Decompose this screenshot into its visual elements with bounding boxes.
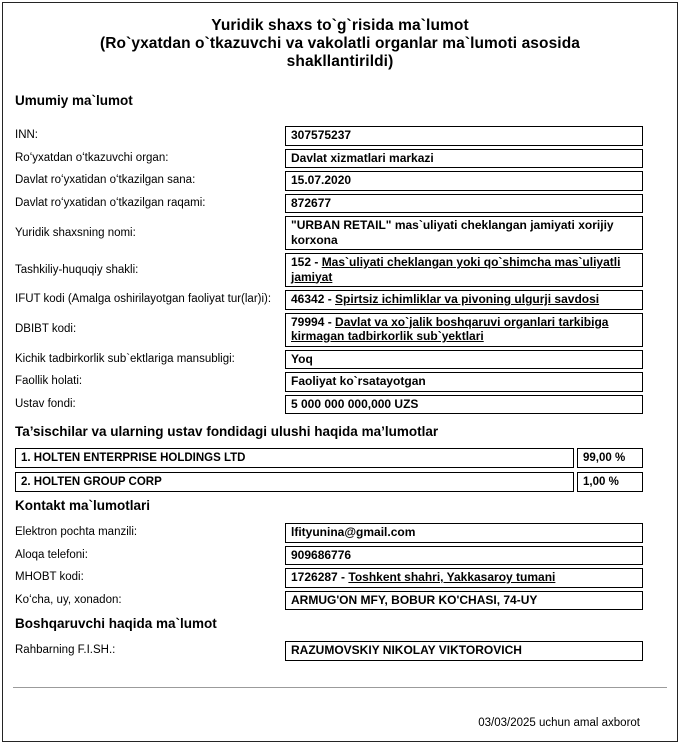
field-row-activity-status: [15, 372, 643, 392]
field-row-address: [15, 591, 643, 611]
head-name-value: RAZUMOVSKIY NIKOLAY VIKTOROVICH: [291, 643, 522, 657]
field-row-phone: [15, 546, 643, 566]
page-title-line1: Yuridik shaxs to`g`risida ma`lumot: [211, 17, 469, 34]
reg-organ-value-box: [285, 149, 643, 169]
email-value-box: [285, 523, 643, 543]
field-row-head-name: [15, 641, 643, 661]
reg-number-label: Davlat roʻyxatidan oʻtkazilgan raqami:: [15, 196, 206, 209]
mhobt-label: MHOBT kodi:: [15, 571, 84, 584]
activity-status-label: Faollik holati:: [15, 375, 83, 388]
contact-fields: [15, 523, 643, 610]
activity-status-value: Faoliyat ko`rsatayotgan: [291, 374, 426, 388]
section-heading-general: Umumiy ma`lumot: [15, 93, 133, 108]
address-value-box: [285, 591, 643, 611]
field-row-dbibt: [15, 313, 643, 347]
entity-name-value: "URBAN RETAIL" mas`uliyati cheklangan jamiyati xorijiy korxona: [291, 218, 614, 247]
address-value: ARMUG'ON MFY, BOBUR KO'CHASI, 74-UY: [291, 592, 538, 607]
founders-table: [15, 448, 643, 492]
head-name-value-box: [285, 641, 643, 661]
inn-label: INN:: [15, 129, 38, 142]
dbibt-value-box: [285, 313, 643, 347]
small-business-label: Kichik tadbirkorlik sub`ektlariga mansubligi:: [15, 352, 235, 365]
page-title-line3: shakllantirildi): [286, 53, 394, 70]
ifut-code: 46342 -: [291, 292, 336, 306]
dbibt-link[interactable]: Davlat va xo`jalik boshqaruvi organlari tarkibiga kirmagan tadbirkorlik sub`yektlari: [291, 314, 609, 343]
field-row-reg-date: [15, 171, 643, 191]
ifut-label: IFUT kodi (Amalga oshirilayotgan faoliyat tur(lar)i):: [15, 293, 272, 306]
phone-value: 909686776: [291, 547, 352, 562]
legal-form-value-box: [285, 253, 643, 287]
dbibt-code: 79994 -: [291, 314, 336, 329]
mhobt-value-box: [285, 568, 643, 588]
document-page: [2, 2, 678, 742]
field-row-mhobt: [15, 568, 643, 588]
reg-date-label: Davlat roʻyxatidan oʻtkazilgan sana:: [15, 174, 196, 187]
founder-name: 1. HOLTEN ENTERPRISE HOLDINGS LTD: [15, 448, 574, 468]
field-row-inn: [15, 126, 643, 146]
inn-value-box: [285, 126, 643, 146]
reg-date-value-box: [285, 171, 643, 191]
section-heading-contact: Kontakt ma`lumotlari: [15, 498, 151, 513]
field-row-legal-form: [15, 253, 643, 287]
small-business-value-box: [285, 350, 643, 370]
field-row-reg-number: [15, 194, 643, 214]
field-row-charter-fund: [15, 395, 643, 415]
reg-date-value: 15.07.2020: [291, 173, 352, 187]
footer-divider: [13, 687, 667, 688]
entity-name-value-box: [285, 216, 643, 250]
founder-share: 99,00 %: [577, 448, 643, 468]
reg-number-value: 872677: [291, 195, 332, 210]
email-value: lfityunina@gmail.com: [291, 525, 416, 539]
field-row-reg-organ: [15, 149, 643, 169]
charter-fund-value-box: [285, 395, 643, 415]
reg-organ-label: Roʻyxatdan oʻtkazuvchi organ:: [15, 151, 169, 164]
head-name-label: Rahbarning F.I.SH.:: [15, 644, 116, 657]
reg-organ-value: Davlat xizmatlari markazi: [291, 150, 434, 165]
page-title: [3, 17, 677, 71]
founder-share: 1,00 %: [577, 472, 643, 492]
ifut-activity-link[interactable]: Spirtsiz ichimliklar va pivoning ulgurji savdosi: [335, 292, 600, 306]
section-heading-founders: Ta’sischilar va ularning ustav fondidagi ulushi haqida ma’lumotlar: [15, 424, 439, 439]
inn-value: 307575237: [291, 128, 352, 142]
footer-date: 03/03/2025 uchun amal axborot: [478, 717, 640, 729]
section-heading-manager: Boshqaruvchi haqida ma`lumot: [15, 616, 217, 631]
field-row-ifut: [15, 290, 643, 310]
dbibt-label: DBIBT kodi:: [15, 323, 77, 335]
reg-number-value-box: [285, 194, 643, 214]
general-fields: [15, 126, 643, 414]
field-row-small-business: [15, 350, 643, 370]
ifut-value-box: [285, 290, 643, 310]
field-row-entity-name: [15, 216, 643, 250]
mhobt-link[interactable]: Toshkent shahri, Yakkasaroy tumani: [348, 570, 556, 584]
mhobt-code: 1726287 -: [291, 570, 349, 584]
phone-label: Aloqa telefoni:: [15, 548, 88, 561]
page-title-line2: (Ro`yxatdan o`tkazuvchi va vakolatli organlar ma`lumoti asosida: [99, 35, 581, 52]
founder-name: 2. HOLTEN GROUP CORP: [15, 472, 574, 492]
legal-form-label: Tashkiliy-huquqiy shakli:: [15, 263, 139, 276]
address-label: Koʻcha, uy, xonadon:: [15, 593, 122, 606]
legal-form-code: 152 -: [291, 255, 322, 269]
legal-form-link[interactable]: Mas`uliyati cheklangan yoki qo`shimcha mas`uliyatli jamiyat: [291, 255, 621, 284]
manager-fields: [15, 641, 643, 661]
email-label: Elektron pochta manzili:: [15, 526, 138, 539]
charter-fund-label: Ustav fondi:: [15, 397, 76, 410]
founder-row: [15, 448, 643, 468]
founder-row: [15, 472, 643, 492]
activity-status-value-box: [285, 372, 643, 392]
phone-value-box: [285, 546, 643, 566]
entity-name-label: Yuridik shaxsning nomi:: [15, 226, 136, 239]
charter-fund-value: 5 000 000 000,000 UZS: [291, 396, 419, 411]
small-business-value: Yoq: [291, 351, 313, 366]
field-row-email: [15, 523, 643, 543]
